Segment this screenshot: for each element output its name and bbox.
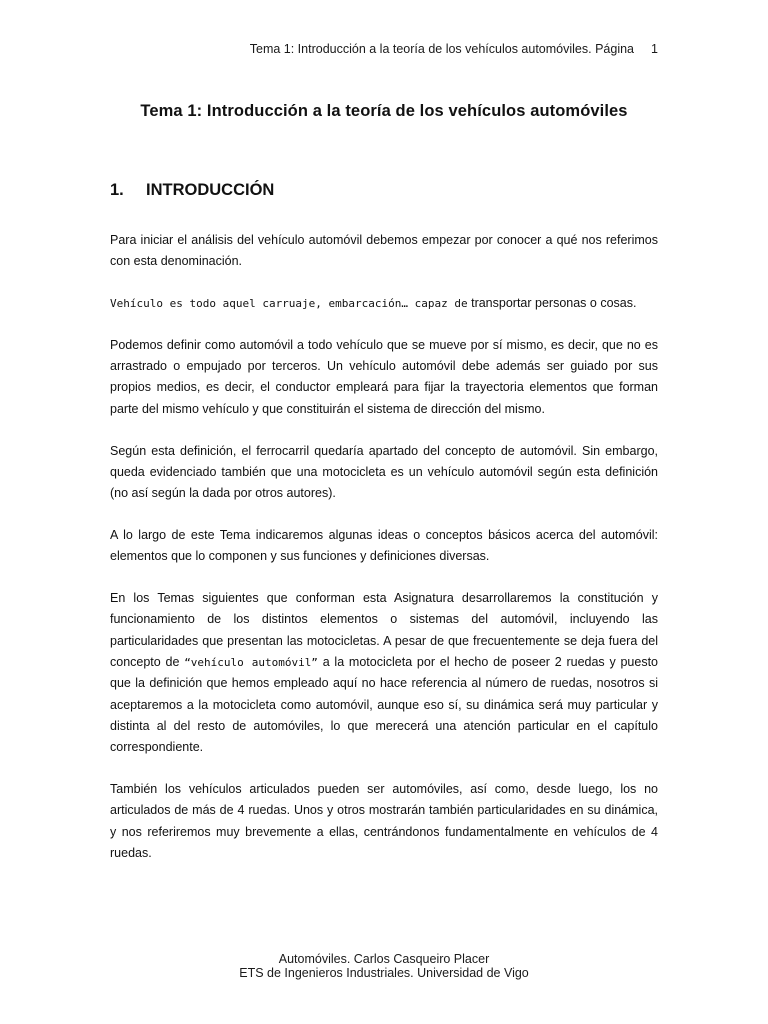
paragraph-motocicletas	[110, 588, 658, 758]
page-number: 1	[651, 42, 658, 56]
motocicletas-mono-text: “vehículo automóvil”	[184, 655, 318, 669]
footer-line-institution: ETS de Ingenieros Industriales. Universidad de Vigo	[239, 966, 529, 980]
motocicletas-text-b: a la motocicleta por el hecho de poseer 2 ruedas y puesto que la definición que hemos empleado aquí no hace referencia al número de ruedas, nosotros si aceptaremos a la motocicleta como automóvil, aunque eso sí, su dinámica será muy particular y distinta al del resto de automóviles, lo que merecerá una atención particular en el capítulo correspondiente.	[110, 654, 658, 755]
definition-mono-text: Vehículo es todo aquel carruaje, embarcación… capaz de	[110, 297, 468, 311]
paragraph-ferrocarril: Según esta definición, el ferrocarril quedaría apartado del concepto de automóvil. Sin embargo, queda evidenciado también que una motocicleta es un vehículo automóvil según esta definición (no así según la dada por otros autores).	[110, 443, 658, 501]
paragraph-tema-overview: A lo largo de este Tema indicaremos algunas ideas o conceptos básicos acerca del automóvil: elementos que lo componen y sus funciones y definiciones diversas.	[110, 527, 658, 564]
running-header-title: Tema 1: Introducción a la teoría de los vehículos automóviles. Página	[249, 42, 634, 56]
footer-line-author: Automóviles. Carlos Casqueiro Placer	[278, 952, 490, 966]
section-heading	[110, 181, 274, 200]
body-text	[110, 230, 658, 885]
page-footer	[0, 952, 768, 980]
section-title: INTRODUCCIÓN	[146, 181, 275, 199]
paragraph-definition	[110, 293, 658, 314]
paragraph-articulados: También los vehículos articulados pueden ser automóviles, así como, desde luego, los no articulados de más de 4 ruedas. Unos y otros mostrarán también particularidades en su dinámica, y nos referiremos muy brevemente a ellas, centrándonos fundamentalmente en vehículos de 4 ruedas.	[110, 781, 658, 860]
paragraph-automovil-definition: Podemos definir como automóvil a todo vehículo que se mueve por sí mismo, es decir, que no es arrastrado o empujado por terceros. Un vehículo automóvil debe además ser guiado por sus propios medios, es decir, el conductor empleará para fijar la trayectoria elementos que forman parte del mismo vehículo y que constituirán el sistema de dirección del mismo.	[110, 337, 658, 416]
definition-rest-text: transportar personas o cosas.	[467, 296, 637, 311]
paragraph-intro: Para iniciar el análisis del vehículo automóvil debemos empezar por conocer a qué nos referimos con esta denominación.	[110, 233, 658, 269]
section-number: 1.	[110, 181, 124, 199]
motocicletas-text-a: En los Temas siguientes que conforman esta Asignatura desarrollaremos la constitución y funcionamiento de los distintos elementos o sistemas del automóvil, incluyendo las particularidades que presentan las motocicletas. A pesar de que frecuentemente se deja fuera del concepto de	[110, 591, 658, 669]
document-title: Tema 1: Introducción a la teoría de los vehículos automóviles	[140, 102, 628, 120]
